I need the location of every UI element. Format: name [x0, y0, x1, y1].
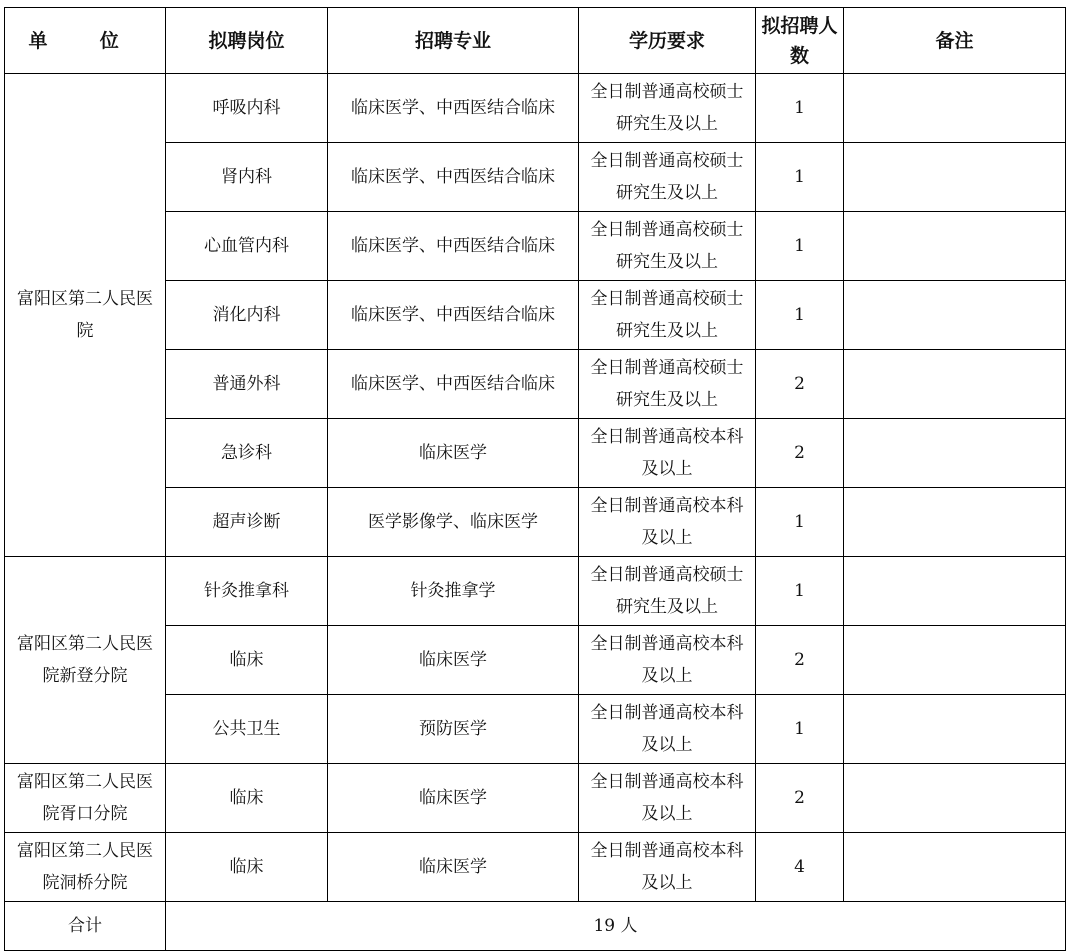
- count-cell: 1: [756, 143, 844, 212]
- education-cell: 全日制普通高校本科及以上: [579, 833, 756, 902]
- education-cell: 全日制普通高校本科及以上: [579, 626, 756, 695]
- major-cell: 临床医学: [328, 833, 579, 902]
- education-cell: 全日制普通高校本科及以上: [579, 695, 756, 764]
- education-cell: 全日制普通高校本科及以上: [579, 764, 756, 833]
- total-row: [5, 902, 1066, 951]
- count-cell: 2: [756, 626, 844, 695]
- remarks-cell: [844, 143, 1066, 212]
- count-cell: 1: [756, 557, 844, 626]
- education-cell: 全日制普通高校硕士研究生及以上: [579, 557, 756, 626]
- remarks-cell: [844, 419, 1066, 488]
- position-cell: 呼吸内科: [166, 74, 328, 143]
- position-cell: 消化内科: [166, 281, 328, 350]
- unit-cell: 富阳区第二人民医院: [5, 74, 166, 557]
- major-cell: 临床医学、中西医结合临床: [328, 212, 579, 281]
- remarks-cell: [844, 557, 1066, 626]
- count-cell: 2: [756, 419, 844, 488]
- header-major: 招聘专业: [328, 8, 579, 74]
- major-cell: 预防医学: [328, 695, 579, 764]
- count-cell: 1: [756, 212, 844, 281]
- position-cell: 肾内科: [166, 143, 328, 212]
- count-cell: 4: [756, 833, 844, 902]
- major-cell: 针灸推拿学: [328, 557, 579, 626]
- count-cell: 2: [756, 350, 844, 419]
- education-cell: 全日制普通高校本科及以上: [579, 419, 756, 488]
- major-cell: 临床医学、中西医结合临床: [328, 74, 579, 143]
- education-cell: 全日制普通高校硕士研究生及以上: [579, 350, 756, 419]
- major-cell: 临床医学、中西医结合临床: [328, 350, 579, 419]
- major-cell: 临床医学: [328, 419, 579, 488]
- table-row: [5, 764, 1066, 833]
- header-remarks: 备注: [844, 8, 1066, 74]
- total-value: 19 人: [166, 902, 1066, 951]
- unit-cell: 富阳区第二人民医院洞桥分院: [5, 833, 166, 902]
- header-row: [5, 8, 1066, 74]
- unit-cell: 富阳区第二人民医院胥口分院: [5, 764, 166, 833]
- table-row: [5, 74, 1066, 143]
- remarks-cell: [844, 281, 1066, 350]
- education-cell: 全日制普通高校硕士研究生及以上: [579, 212, 756, 281]
- major-cell: 医学影像学、临床医学: [328, 488, 579, 557]
- table-body: [5, 74, 1066, 902]
- count-cell: 1: [756, 74, 844, 143]
- header-unit: 单 位: [5, 8, 166, 74]
- education-cell: 全日制普通高校硕士研究生及以上: [579, 281, 756, 350]
- position-cell: 针灸推拿科: [166, 557, 328, 626]
- header-position: 拟聘岗位: [166, 8, 328, 74]
- remarks-cell: [844, 74, 1066, 143]
- position-cell: 公共卫生: [166, 695, 328, 764]
- major-cell: 临床医学: [328, 626, 579, 695]
- count-cell: 1: [756, 488, 844, 557]
- position-cell: 急诊科: [166, 419, 328, 488]
- education-cell: 全日制普通高校硕士研究生及以上: [579, 74, 756, 143]
- header-count: 拟招聘人数: [756, 8, 844, 74]
- count-cell: 1: [756, 695, 844, 764]
- remarks-cell: [844, 695, 1066, 764]
- remarks-cell: [844, 833, 1066, 902]
- major-cell: 临床医学: [328, 764, 579, 833]
- remarks-cell: [844, 764, 1066, 833]
- table-row: [5, 557, 1066, 626]
- count-cell: 2: [756, 764, 844, 833]
- recruitment-table: [4, 7, 1066, 951]
- education-cell: 全日制普通高校本科及以上: [579, 488, 756, 557]
- total-label: 合计: [5, 902, 166, 951]
- remarks-cell: [844, 212, 1066, 281]
- position-cell: 临床: [166, 833, 328, 902]
- major-cell: 临床医学、中西医结合临床: [328, 281, 579, 350]
- remarks-cell: [844, 350, 1066, 419]
- table-row: [5, 833, 1066, 902]
- position-cell: 临床: [166, 626, 328, 695]
- education-cell: 全日制普通高校硕士研究生及以上: [579, 143, 756, 212]
- major-cell: 临床医学、中西医结合临床: [328, 143, 579, 212]
- count-cell: 1: [756, 281, 844, 350]
- header-education: 学历要求: [579, 8, 756, 74]
- position-cell: 临床: [166, 764, 328, 833]
- position-cell: 心血管内科: [166, 212, 328, 281]
- remarks-cell: [844, 626, 1066, 695]
- unit-cell: 富阳区第二人民医院新登分院: [5, 557, 166, 764]
- position-cell: 普通外科: [166, 350, 328, 419]
- remarks-cell: [844, 488, 1066, 557]
- position-cell: 超声诊断: [166, 488, 328, 557]
